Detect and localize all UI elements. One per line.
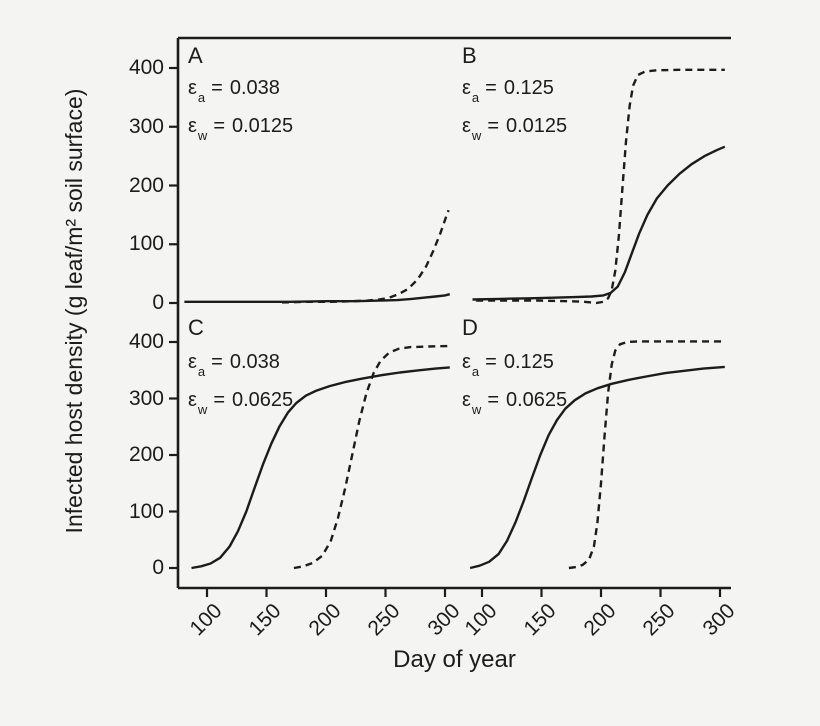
panel-b-param-ea: $\varepsilon_a = 0.125$ [462, 77, 554, 105]
panel-b-param-ew: $\varepsilon_w = 0.0125$ [462, 115, 568, 143]
y-tick-label: 200 [128, 173, 164, 197]
series-solid-panel-A [184, 294, 449, 302]
panel-d-letter: D [462, 315, 478, 340]
y-tick-label: 400 [128, 56, 164, 79]
panel-a-param-ea: $\varepsilon_a = 0.038$ [188, 77, 280, 105]
x-tick-label: 250 [639, 599, 681, 641]
panel-b-annotation [462, 44, 682, 152]
x-tick-label: 100 [185, 599, 227, 641]
series-dashed-panel-A [282, 210, 449, 302]
panel-c-letter: C [188, 315, 204, 340]
panel-a-letter: A [188, 43, 203, 68]
y-tick-label: 300 [128, 386, 164, 410]
x-tick-label: 150 [245, 599, 287, 641]
panel-b-letter: B [462, 43, 477, 68]
y-axis-title: Infected host density (g leaf/m² soil surface) [61, 88, 87, 534]
panel-c-param-ew: $\varepsilon_w = 0.0625$ [188, 389, 294, 417]
x-axis-title: Day of year [393, 646, 516, 673]
panel-c-annotation [188, 316, 408, 426]
y-tick-label: 100 [128, 499, 164, 523]
panel-d-param-ew: $\varepsilon_w = 0.0625$ [462, 389, 568, 417]
y-tick-label: 200 [128, 443, 164, 466]
y-tick-label: 0 [152, 556, 164, 579]
x-tick-label: 100 [460, 599, 502, 641]
y-tick-label: 400 [128, 330, 164, 353]
x-tick-label: 150 [520, 599, 562, 641]
y-tick-label: 100 [128, 232, 164, 256]
panel-a-annotation [188, 44, 408, 152]
y-tick-label: 300 [128, 114, 164, 138]
panel-d-param-ea: $\varepsilon_a = 0.125$ [462, 351, 554, 379]
panel-c-param-ea: $\varepsilon_a = 0.038$ [188, 351, 280, 379]
x-tick-label: 200 [579, 599, 621, 641]
x-tick-label: 200 [304, 599, 346, 641]
x-tick-label: 300 [698, 599, 740, 641]
panel-a-param-ew: $\varepsilon_w = 0.0125$ [188, 115, 294, 143]
panel-d-annotation [462, 316, 682, 426]
series-solid-panel-B [473, 147, 725, 300]
x-tick-label: 250 [364, 599, 406, 641]
x-tick-label: 300 [423, 599, 465, 641]
y-tick-label: 0 [152, 291, 164, 314]
